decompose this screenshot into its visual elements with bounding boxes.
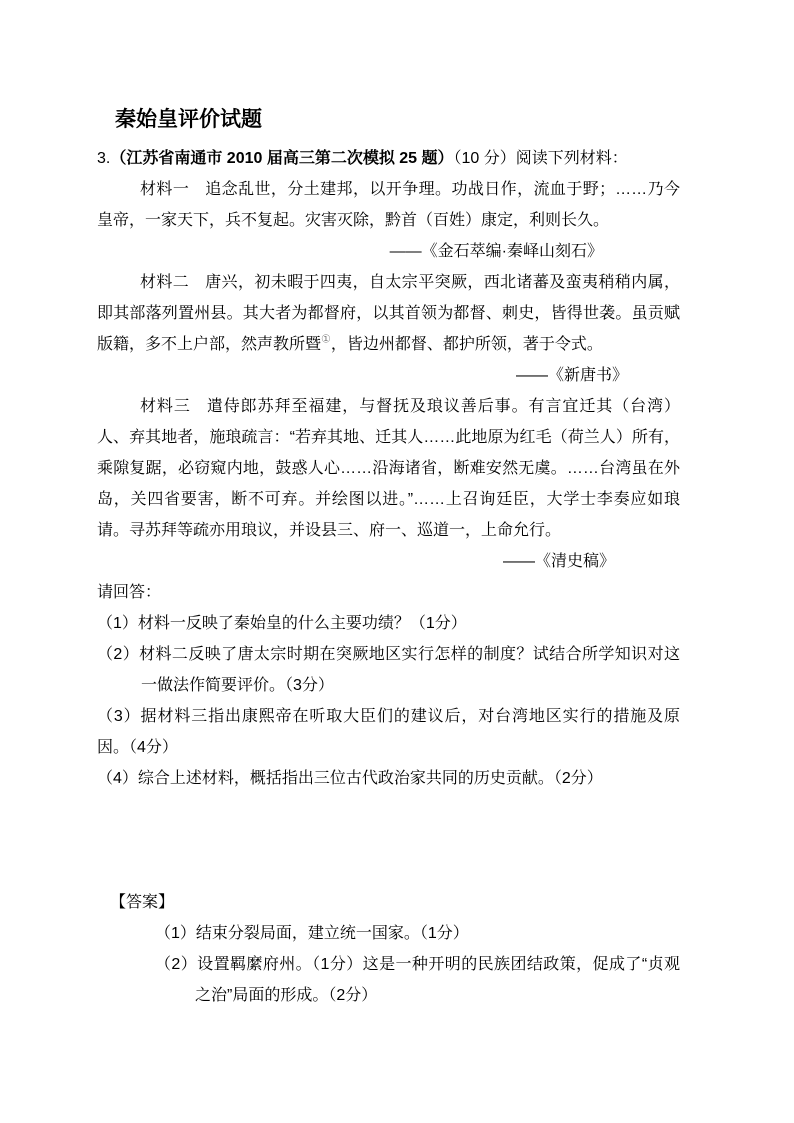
answer-section (97, 887, 680, 1011)
material-one-paragraph (97, 174, 680, 236)
answer-item-1: （1）结束分裂局面，建立统一国家。（1分） (155, 925, 469, 942)
material-one-attribution: ——《金石萃编·秦峄山刻石》 (389, 243, 603, 260)
material-two-attribution: ——《新唐书》 (515, 367, 628, 384)
sub-question-4: （4）综合上述材料，概括指出三位古代政治家共同的历史贡献。（2分） (97, 770, 603, 787)
material-three-paragraph (97, 391, 680, 546)
ask-label: 请回答： (97, 584, 162, 601)
question-intro: （10 分）阅读下列材料： (453, 150, 628, 167)
footnote-marker: ① (321, 333, 331, 346)
page-title: 秦始皇评价试题 (115, 108, 262, 131)
sub-question-3: （3）据材料三指出康熙帝在听取大臣们的建议后，对台湾地区实行的措施及原因。（4分） (97, 708, 680, 756)
material-two-label: 材料二 (140, 274, 190, 291)
material-three-label: 材料三 (140, 398, 191, 415)
material-two-text-after-note: ，皆边州都督、都护所领，著于令式。 (330, 336, 603, 353)
answer-item-2: （2）设置羁縻府州。（1分）这是一种开明的民族团结政策，促成了“贞观之治”局面的形成。（2分） (155, 956, 680, 1004)
sub-question-2: （2）材料二反映了唐太宗时期在突厥地区实行怎样的制度？试结合所学知识对这一做法作简要评价。（3分） (97, 646, 680, 694)
answer-heading: 【答案】 (110, 894, 175, 911)
sub-question-1: （1）材料一反映了秦始皇的什么主要功绩？（1分） (97, 615, 467, 632)
question-heading (97, 143, 680, 174)
material-three-text: 遣侍郎苏拜至福建，与督抚及琅议善后事。有言宜迁其（台湾）人、弃其地者，施琅疏言：“若弃其地、迁其人……此地原为红毛（荷兰人）所有，乘隙复踞，必窃窥内地，鼓惑人心……沿海诸省，断难安然无虞。……台湾虽在外岛，关四省要害，断不可弃。并绘图以进。”……上召询廷臣，大学士李奏应如琅请。寻苏拜等疏亦用琅议，并设县三、府一、巡道一，上命允行。 (97, 398, 680, 539)
material-three-attribution: ——《清史稿》 (502, 553, 615, 570)
question-source: （江苏省南通市 2010 届高三第二次模拟 25 题） (110, 150, 454, 167)
material-one-label: 材料一 (140, 181, 190, 198)
material-one-text: 追念乱世，分土建邦，以开争理。功战日作，流血于野；……乃今皇帝，一家天下，兵不复起。灾害灭除，黔首（百姓）康定，利则长久。 (97, 181, 680, 229)
question-number: 3. (97, 150, 111, 167)
material-two-text-before-note: 唐兴，初未暇于四夷，自太宗平突厥，西北诸蕃及蛮夷稍稍内属，即其部落列置州县。其大者为都督府，以其首领为都督、刺史，皆得世袭。虽贡赋版籍，多不上户部，然声教所暨 (97, 274, 680, 353)
material-two-paragraph (97, 267, 680, 360)
